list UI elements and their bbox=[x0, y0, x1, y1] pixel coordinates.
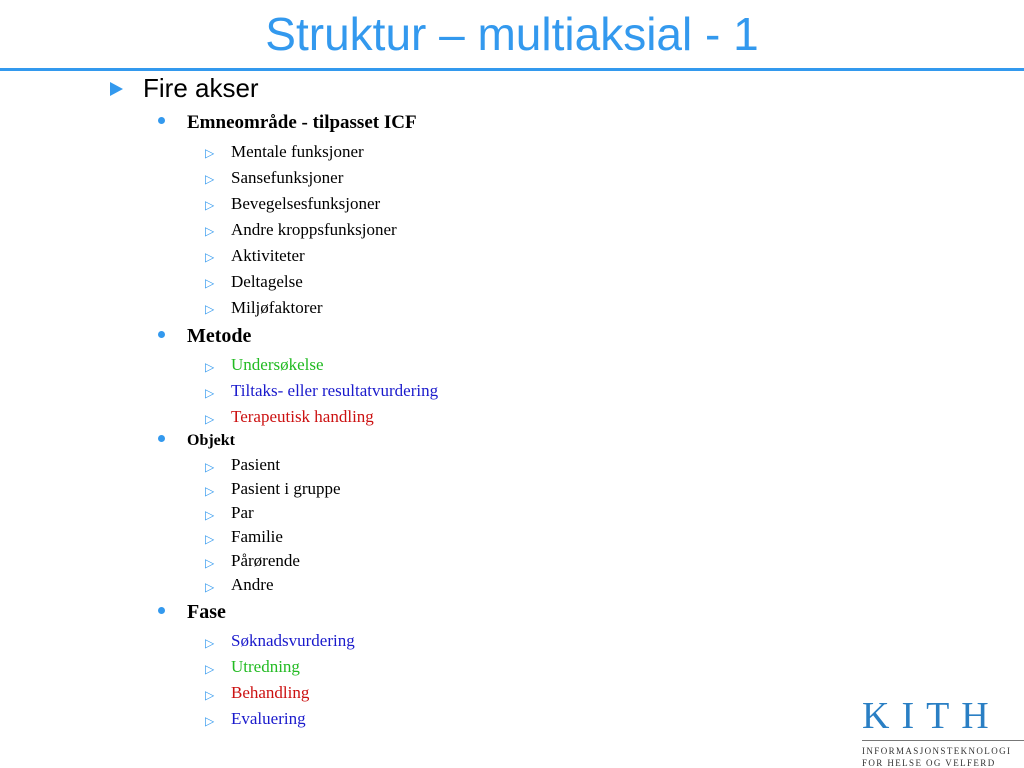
axis-item: Undersøkelse bbox=[231, 355, 324, 374]
logo-tagline-1: INFORMASJONSTEKNOLOGI bbox=[862, 746, 1012, 756]
axis-item: Bevegelsesfunksjoner bbox=[231, 194, 381, 213]
main-point: Fire akser bbox=[143, 73, 259, 103]
axis-item: Aktiviteter bbox=[231, 246, 305, 265]
axis-item: Andre bbox=[231, 575, 274, 594]
axis-item: Mentale funksjoner bbox=[231, 142, 364, 161]
logo-wordmark: KITH bbox=[862, 695, 1001, 737]
axis-item: Tiltaks- eller resultatvurdering bbox=[231, 381, 439, 400]
open-triangle-icon: ▷ bbox=[205, 460, 215, 474]
open-triangle-icon: ▷ bbox=[205, 172, 215, 186]
axis-heading: Metode bbox=[187, 325, 252, 347]
bullet-dot-icon bbox=[158, 117, 165, 124]
open-triangle-icon: ▷ bbox=[205, 714, 215, 728]
open-triangle-icon: ▷ bbox=[205, 580, 215, 594]
axis-heading: Emneområde - tilpasset ICF bbox=[187, 112, 417, 133]
logo-tagline-2: FOR HELSE OG VELFERD bbox=[862, 758, 996, 768]
open-triangle-icon: ▷ bbox=[205, 276, 215, 290]
axis-item: Utredning bbox=[231, 657, 300, 676]
axis-item: Miljøfaktorer bbox=[231, 298, 323, 317]
open-triangle-icon: ▷ bbox=[205, 146, 215, 160]
open-triangle-icon: ▷ bbox=[205, 556, 215, 570]
open-triangle-icon: ▷ bbox=[205, 484, 215, 498]
axis-item: Behandling bbox=[231, 683, 310, 702]
open-triangle-icon: ▷ bbox=[205, 636, 215, 650]
bullet-dot-icon bbox=[158, 331, 165, 338]
axis-item: Evaluering bbox=[231, 709, 306, 728]
axis-item: Sansefunksjoner bbox=[231, 168, 344, 187]
axis-heading: Fase bbox=[187, 601, 226, 623]
open-triangle-icon: ▷ bbox=[205, 688, 215, 702]
axis-item: Familie bbox=[231, 527, 283, 546]
axis-item: Pasient bbox=[231, 455, 281, 474]
axis-heading: Objekt bbox=[187, 432, 235, 449]
bullet-dot-icon bbox=[158, 435, 165, 442]
axis-item: Pasient i gruppe bbox=[231, 479, 341, 498]
open-triangle-icon: ▷ bbox=[205, 386, 215, 400]
open-triangle-icon: ▷ bbox=[205, 662, 215, 676]
bullet-dot-icon bbox=[158, 607, 165, 614]
open-triangle-icon: ▷ bbox=[205, 302, 215, 316]
open-triangle-icon: ▷ bbox=[205, 250, 215, 264]
open-triangle-icon: ▷ bbox=[205, 412, 215, 426]
axis-item: Andre kroppsfunksjoner bbox=[231, 220, 397, 239]
slide-title: Struktur – multiaksial - 1 bbox=[265, 8, 759, 60]
open-triangle-icon: ▷ bbox=[205, 508, 215, 522]
axis-item: Par bbox=[231, 503, 254, 522]
open-triangle-icon: ▷ bbox=[205, 360, 215, 374]
axis-item: Deltagelse bbox=[231, 272, 303, 291]
logo-divider bbox=[862, 740, 1024, 741]
triangle-bullet-icon bbox=[110, 82, 123, 96]
open-triangle-icon: ▷ bbox=[205, 224, 215, 238]
kith-logo bbox=[862, 696, 1024, 768]
axis-item: Pårørende bbox=[231, 551, 300, 570]
axis-item: Søknadsvurdering bbox=[231, 631, 355, 650]
open-triangle-icon: ▷ bbox=[205, 532, 215, 546]
open-triangle-icon: ▷ bbox=[205, 198, 215, 212]
axis-item: Terapeutisk handling bbox=[231, 407, 374, 426]
